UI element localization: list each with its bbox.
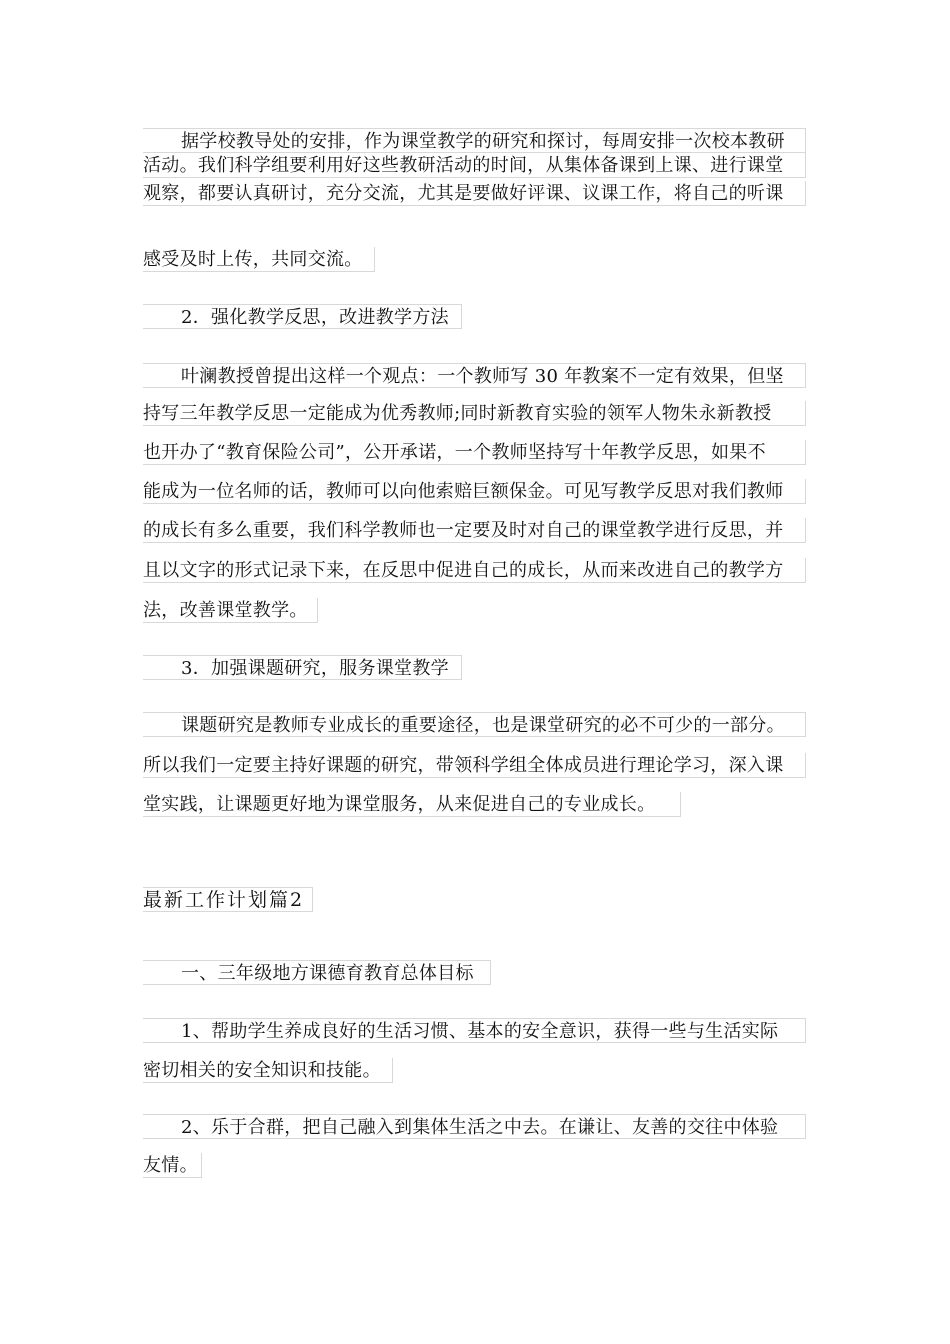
paragraph-2-line-2: 持写三年教学反思一定能成为优秀教师;同时新教育实验的领军人物朱永新教授	[143, 401, 806, 426]
paragraph-1-line-1: 据学校教导处的安排，作为课堂教学的研究和探讨，每周安排一次校本教研	[143, 128, 806, 153]
goal-item-2-line-2: 友情。	[143, 1153, 202, 1178]
paragraph-1-line-3: 观察，都要认真研讨，充分交流，尤其是要做好评课、议课工作，将自己的听课	[143, 181, 806, 206]
subheading-3: 3．加强课题研究，服务课堂教学	[143, 655, 462, 680]
section-title: 最新工作计划篇2	[143, 887, 313, 912]
goal-item-1-line-1: 1、帮助学生养成良好的生活习惯、基本的安全意识，获得一些与生活实际	[143, 1018, 806, 1043]
paragraph-3-line-1: 课题研究是教师专业成长的重要途径，也是课堂研究的必不可少的一部分。	[143, 712, 806, 737]
paragraph-1-line-2: 活动。我们科学组要利用好这些教研活动的时间，从集体备课到上课、进行课堂	[143, 153, 806, 178]
goal-item-2-line-1: 2、乐于合群，把自己融入到集体生活之中去。在谦让、友善的交往中体验	[143, 1114, 806, 1139]
goal-item-1-line-2: 密切相关的安全知识和技能。	[143, 1058, 393, 1083]
paragraph-2-line-5: 的成长有多么重要，我们科学教师也一定要及时对自己的课堂教学进行反思，并	[143, 518, 806, 543]
paragraph-3-line-2: 所以我们一定要主持好课题的研究，带领科学组全体成员进行理论学习，深入课	[143, 753, 806, 778]
paragraph-2-line-1: 叶澜教授曾提出这样一个观点：一个教师写 30 年教案不一定有效果，但坚	[143, 363, 806, 388]
paragraph-2-line-7: 法，改善课堂教学。	[143, 598, 318, 623]
paragraph-1-line-4: 感受及时上传，共同交流。	[143, 247, 375, 272]
paragraph-2-line-6: 且以文字的形式记录下来，在反思中促进自己的成长，从而来改进自己的教学方	[143, 558, 806, 583]
paragraph-2-line-4: 能成为一位名师的话，教师可以向他索赔巨额保金。可见写教学反思对我们教师	[143, 479, 806, 504]
subheading-2: 2．强化教学反思，改进教学方法	[143, 304, 462, 329]
paragraph-2-line-3: 也开办了“教育保险公司”，公开承诺，一个教师坚持写十年教学反思，如果不	[143, 440, 806, 465]
paragraph-3-line-3: 堂实践，让课题更好地为课堂服务，从来促进自己的专业成长。	[143, 792, 681, 817]
section-1-heading: 一、三年级地方课德育教育总体目标	[143, 960, 491, 985]
